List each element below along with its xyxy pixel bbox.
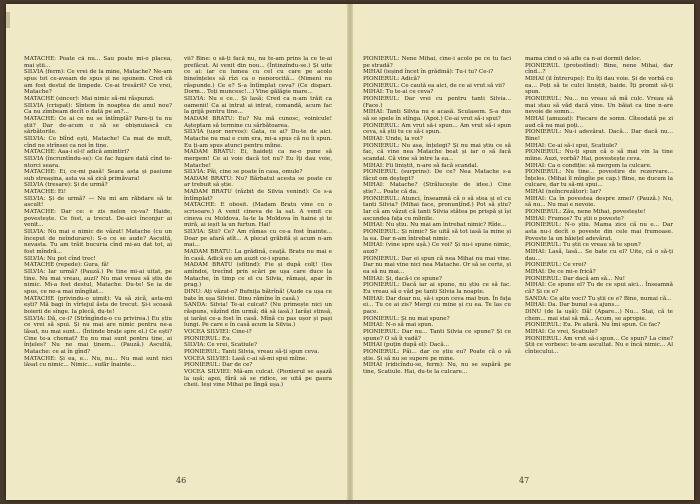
dialogue-paragraph: MIHAI (amuzat): Fiecare de somn. Cîteodată pe zi aud că nu mai poți... <box>525 115 673 129</box>
dialogue-paragraph: MADAM BRATU: Nu? Bărbatul acesta se poate ce ar trebuit să știe. <box>184 175 332 189</box>
column-1 <box>24 56 172 466</box>
column-4 <box>525 56 673 466</box>
dialogue-paragraph: SANDA: Silvia! Te-ai culcat? (Nu primește nici un răspuns, văzînd din urmă; dă să iasă.) Iarăși stinsă, și iarăși ce-a fost în casă. Mînă cu pas ușor și pași lungi. Pe care e în casă acum la Silvia.) <box>184 302 332 329</box>
dialogue-paragraph: MATACHE (privindu-o uimit): Va să zică, asta-mi ești? Mă bagi în vîrtejul ăsta de trecut. Și-i scoasă boierii de sînge. Ia plecă, du-te! <box>24 295 172 315</box>
dialogue-paragraph: SILVIA: Dă, ce-i? (Strîngîndu-o cu privirea.) Eu știu ce vrei să spui. Și nu mai are nimic pentru ne-a lăsat, nu mai sunt... (Întinde brațe spre el.) Ce ești? Cine te-a chemat? Eu nu mai sunt pentru tine, ai înțeles? Nu ne mai ținem... (Pauză.) Ascultă, Matache: ce ai în gînd? <box>24 315 172 355</box>
dialogue-paragraph: MATACHE: E obosit. (Madam Bratu vine cu o scrisoare.) A venit cineva de la sat. A venit cu cineva cu Moldova. Ia-te la Moldova în haine și te miră, ai ieșit la un furtun. Hai! <box>184 202 332 229</box>
dialogue-paragraph: PIONIERUL: Și nimic? Se uită să tot iasă la mine și la ea. Dar n-am întrebat nimic. <box>363 229 511 242</box>
dialogue-paragraph: MATACHE (sincer): Mai nimic să-mi răspunzi. <box>24 95 155 102</box>
dialogue-paragraph: PIONIERUL: Dacă iar ai spune, nu știu ce să fac. Eu vreau să o văd pe tanti Silvia la noapte. <box>363 282 511 295</box>
dialogue-paragraph: PIONIERUL: Păi... dar ce știu eu? Poate că o să știe. Și să nu se supere pe mine. <box>363 348 511 362</box>
dialogue-paragraph: MATACHE (repede): Gura, fă! <box>24 262 110 269</box>
dialogue-paragraph: PIONIERUL: Și nu mai spune? <box>363 315 450 322</box>
dialogue-paragraph: PIONIERUL: Am vrut să-i spun... Ce spun? La cine? Știi ce vorbesc: te-am ascultat. Nu e încă nimic... Al cîntecului... <box>525 335 673 355</box>
dialogue-paragraph: MIHAI: Unde, la voi? <box>363 135 423 142</box>
dialogue-paragraph: SILVIA (tresare): Și de urmă? <box>24 182 108 189</box>
dialogue-paragraph: MATACHE: Ei, ce-mi pasă! Seara asta și pasiune sub streașina, asta va să zică primăvara! <box>24 169 172 182</box>
dialogue-paragraph: PIONIERUL: Nu tine... povestire de rezervare... Înțeles. (Mihai îl mîngîie pe cap.) Bine, ne ducem la culcare, dar tu să-mi spui... <box>525 169 673 189</box>
dialogue-paragraph: MATACHE: Dar ce: e zis nelon ce-va? Haide, povestește. Ce fost, a trecut. De-aici înconjur ai venit... <box>24 209 172 229</box>
dialogue-paragraph: PIONIERUL: Dar ei spun că nea Mihai nu mai vine. Dar nu mai vine nici nea Matache. Or să se certe, și ea să nu mai... <box>363 255 511 275</box>
dialogue-paragraph: VOCEA SILVIEI: Mă-am culcat. (Pionierul se așază la ușă; apoi, fără să se ridice, se uită pe gaura cheii. Ieși vine Mihai pe lîngă ușa.) <box>184 368 332 389</box>
dialogue-paragraph: MIHAI: Ce spune el? Tu de ce spui aici... Înseamnă că? Și ce e? <box>525 282 673 295</box>
dialogue-paragraph: PIONIERUL: Nene Mihai, cîne-i acolo pe ce tu faci pe stradă? <box>363 56 511 69</box>
dialogue-paragraph: SILVIA: Ce vrei, Scatiule? <box>184 342 257 349</box>
dialogue-paragraph: MIHAI: De ce mi-e frică? <box>525 269 596 275</box>
left-page <box>6 4 349 500</box>
dialogue-paragraph: MIHAI (puțin după el): Dacă... <box>363 342 450 349</box>
page-number-right: 47 <box>519 476 530 485</box>
dialogue-paragraph: MIHAI: Și, dacă-i ce spune? <box>363 275 442 282</box>
dialogue-paragraph: SILVIA (încruntîndu-se): Ce fac fugare dată cînd te-ntorci seara. <box>24 155 172 169</box>
dialogue-paragraph: PIONIERUL: Dar nu... Tanti Silvia ce spune? Și ce spune? O să îi vadă? <box>363 328 511 342</box>
dialogue-paragraph: PIONIERUL: Atunci, înseamnă că o să stea și el cu tanti Silvia? (Mihai face, pronunțînd.) Pot să știu? Iar că am văzut că tanti Silvia stătea pe prispă și își ascundea fața cu mîinile. <box>363 195 511 222</box>
dialogue-paragraph: VOCEA SILVIEI: Cine-i? <box>184 328 252 335</box>
dialogue-paragraph: PIONIERUL: Nu... nu vreau să mă culc. Vreau să mai stau să văd dacă vine. Un băiat ca tine n-are nevoie de somn... <box>525 95 673 116</box>
dialogue-paragraph: PIONIERUL: Nu-i adevărat. Dacă... Dar dacă nu... Bine! <box>525 129 673 142</box>
dialogue-paragraph: SILVIA (crispat): Sîntem în noaptea de anul nou? Ca nu zîmbeam decît o dată pe an?... <box>24 102 172 116</box>
dialogue-paragraph: PIONIERUL: Tu știi ce vreau să te spun? <box>525 242 641 249</box>
dialogue-paragraph: MIHAI (ridicîndu-se, ferm): Nu, nu se supără pe tine, Scatiule. Hai, du-te la culcare... <box>363 362 511 375</box>
dialogue-paragraph: MATACHE: Ei! <box>24 189 66 196</box>
dialogue-paragraph: PIONIERUL: Nu-ți spun că o să mai vin la tine mîine. Auzi, vorbă? Hai, povestește ceva. <box>525 149 673 162</box>
dialogue-paragraph: MADAM BRATU: Ei, haideți ca ne-o pune să mergem! Ce ai voie dacă tot nu? Eu îți dau voie, Matache! <box>184 149 332 169</box>
dialogue-paragraph: PIONIERUL: Ce caută ea aici, de ce ai vrut să vii? <box>363 82 505 89</box>
dialogue-paragraph: PIONIERUL: Dar vrei cu pentru tanti Silvia... (Face.) <box>363 95 511 109</box>
dialogue-paragraph: MATACHE: Poate că nu... Sau poate mi-o placea, mai știi... <box>24 56 172 69</box>
dialogue-paragraph: MIHAI: (vine spre ușă.) Ce voi? Și nu-i spune nimic, auzi? <box>363 242 511 256</box>
dialogue-paragraph: MADAM BRATU: Eu? Nu mă cunosc, voinicule! Așteptam să termine cu sărbătoarea. <box>184 115 332 129</box>
dialogue-paragraph: SILVIA: Păi, cine se poate în casa, omule? <box>184 169 303 176</box>
dialogue-paragraph: MIHAI (ieșind încet în grădină): Tu-i tu? Ce-i? <box>363 69 494 76</box>
dialogue-paragraph: DINU: Ați văzut-o? Bufnița bătrînă! (Aude ca ușa ce bate în ușa Silviei. Dinu rămîne în casă.) <box>184 288 332 302</box>
dialogue-paragraph: MIHAI: Nu știu. Nu mai am întrebat nimic? Rîde... <box>363 222 507 229</box>
dialogue-paragraph: SILVIA (ușor nervos): Gata, ce ai? Du-te de aici. Matache nu mai e cum era, mi-a spus că nu îi spun. Eu ți-am spus atunci pentru mîine. <box>184 129 332 149</box>
dialogue-paragraph: MIHAI: N-o să mai spun. <box>363 322 434 329</box>
dialogue-paragraph: MIHAI: Ce vrei, Scatiule? <box>525 328 598 335</box>
dialogue-paragraph: PIONIERUL: Eu. <box>184 335 232 342</box>
dialogue-paragraph: MIHAI (il întrerupe): Eu îți dau voie. Și de vorbă cu ea... Poți să te culci liniștit, haide. Îți promit să-ți spun. <box>525 75 673 96</box>
dialogue-paragraph: PIONIERUL (protestînd): Bine, nene Mihai, dar cînd...? <box>525 62 673 76</box>
book-spread <box>6 4 694 500</box>
dialogue-paragraph: SILVIA: Ce blînd ești, Matache! Ca mai de mult, cînd ne strînsei ca noi în tine. <box>24 135 172 149</box>
dialogue-paragraph: MIHAI: Tanti Silvia nu e acasă. Sculasem. S-a dus să se spele în stînga. (Apoi.) Ce-ai vrut să-i spui? <box>363 109 511 122</box>
dialogue-paragraph: PIONIERUL: N-o știu. Mama zice că nu e... Dar asta nu-i decît o poveste din cele mai frumoase. Poveste la un băiețel adevărat. <box>525 222 673 242</box>
dialogue-paragraph: PIONIERUL: Dar de ce? <box>184 362 253 369</box>
dialogue-paragraph: SILVIA (ferm): Ce vrei de la mine, Matache? Ne-am spus tot ce-aveam de spus și ne spunem. Cred că am fost destul de limpede. Ce-ai tresărit? Ce vrei, Matache? <box>24 69 172 96</box>
dialogue-paragraph: MIHAI: Matache? (Strălucește de idee.) Cine știe?... Poate că da. <box>363 182 511 196</box>
page-number-left: 46 <box>176 476 187 485</box>
dialogue-paragraph: MIHAI: Ca o condiție: să mergem la culcare. <box>525 162 652 169</box>
dialogue-paragraph: SILVIA: Nu e ce... Și lasă; Cred ca n-am trăit ca oamenii! Ca ai intrat ai intrat, comandă, acum fac la grijă pentru tine... <box>184 95 332 116</box>
dialogue-paragraph: mama cînd o să afle ca n-ai dormit deloc. <box>525 56 642 62</box>
dialogue-paragraph: MIHAI: Da. Dar bunul s-a ajuns... <box>525 302 620 309</box>
dialogue-paragraph: MIHAI: Dar doar nu, să-i spun ceva mai bun. În fața ei... Tu ce ai zis? Mergi cu mine și cu ea. Te las cu pace. <box>363 295 511 315</box>
dialogue-paragraph: PIONIERUL: Nu asa, înțelegi? Și nu mai știu ce să fac, că vine nea Matache beat și iar o să facă scandal. Că vine să intre la ea... <box>363 142 511 162</box>
dialogue-paragraph: SILVIA: Și de urmă? — Nu mi am răbdare să te ascult! <box>24 195 172 209</box>
dialogue-paragraph: MIHAI: Tu te-ai ce ceva? <box>363 89 434 96</box>
dialogue-paragraph: PIONIERUL: Ce vrei? <box>525 262 587 269</box>
dialogue-paragraph: PIONIERUL: Dar dacă am să... Nu! <box>525 275 625 282</box>
dialogue-paragraph: MATACHE: Aaa-i el-i! adică amintiri? <box>24 149 130 156</box>
dialogue-paragraph: MIHAI: Lasă, lasă... Se bate cu el? Uite, că o să-ți dau... <box>525 249 673 262</box>
dialogue-paragraph: MADAM BRATU (răzbit de Silvia venind): Ce s-a întîmplat? <box>184 189 332 202</box>
column-3 <box>363 56 511 466</box>
dialogue-paragraph: MATACHE: Și ea, e... Nu, nu... Nu mai sunt nici lăsat cu nimic... Nimic... sufăr înainte... <box>24 355 172 369</box>
dialogue-paragraph: SILVIA: Nu mai e nimic de văzut! Matache (cu un început de neîndurare): S-o ce se aude? Ascultă, nevasta. Tu am trăit bucuria cînd mi-au dat tot, ai fost mîndră... <box>24 229 172 256</box>
dialogue-paragraph: PIONIERUL: Adică? <box>363 75 420 82</box>
dialogue-paragraph: MIHAI: Ce-ai să-i spui, Scatiule? <box>525 142 618 149</box>
dialogue-paragraph: PIONIERUL: Eu. Pe afară. Nu îmi spun. Ce fac? <box>525 322 661 329</box>
dialogue-paragraph: SANDA: Ce alte voci? Tu știi ce e? Bine, numai că... <box>525 295 672 302</box>
dialogue-paragraph: SILVIA: Știi? Ce? Am rămas cu ce-a fost înainte... Doar pe afară atît... A plecat grăbită și acum n-am mai... <box>184 229 332 249</box>
dialogue-paragraph: PIONIERUL: Tanti Silvia, vreau să-ți spun ceva. <box>184 348 320 355</box>
dialogue-paragraph: PIONIERUL (surprins): De ce? Nea Matache s-a făcut om deștept? <box>363 169 511 182</box>
dialogue-paragraph: VOCEA SILVIEI: Lasă c-ai să-mi spui mîine. <box>184 355 308 362</box>
dialogue-paragraph: MATACHE: Ce ai ce nu se întîmplă? Pare-ți tu nu știi? Dar de-acum o să se obișnuiască cu sărbătorile. <box>24 115 172 136</box>
dialogue-paragraph: MIHAI (neîncrezător): Iar? <box>525 189 602 196</box>
dialogue-paragraph: PIONIERUL: Zău, nene Mihai, povestește! <box>525 209 646 216</box>
column-2 <box>184 56 332 466</box>
dialogue-paragraph: MIHAI: Fii liniștit, n-are să facă scandal. <box>363 162 479 169</box>
page-edge-tab <box>6 12 10 28</box>
dialogue-paragraph: DINU (de la ușă): Dă! (Apare...) Nu... Stai, că te chem... mai stai să mă... Acum, se apropie. <box>525 308 673 322</box>
dialogue-paragraph: vii? Bine: o să-ți facă nu, nu te-am prins la ce te-ai prefăcut. Ai venit din nou... (Întinzîndu-se.) Și uite ce ai: iar cu lumea cu cel cu care pe acolo bineînțeles să rîzi ca o nenorocită... (Nimeni nu răspunde.) Ce e? S-a întîmplat ceva? (Ce dispari. Dorm... Toți muncesc!...) Vine gălăgie mare... <box>184 56 332 96</box>
dialogue-paragraph: MIHAI: Frumos? Tu știi o poveste? <box>525 215 624 222</box>
dialogue-paragraph: PIONIERUL: Am vrut să-i spun... Am vrut să-i spun ceva, să știi tu ce să-i spun. <box>363 122 511 136</box>
dialogue-paragraph: MIHAI: Ca în povestea despre zmei? (Pauză.) Nu, să nu... Nu mai e nevoie. <box>525 195 673 209</box>
dialogue-paragraph: MADAM BRATU: La grădină, ceață. Bratu nu mai e în casă. Adică eu am auzit ce-i spune. <box>184 249 332 262</box>
dialogue-paragraph: SILVIA: Nu pot cînd trec! <box>24 255 96 262</box>
dialogue-paragraph: MADAM BRATU (sfîtind): Fie și după colț! (Ies amîndoi, trecînd prin scări pe ușa care duce la Matache, în timp ce el cu Silvia, rămași, apar în prag.) <box>184 262 332 289</box>
dialogue-paragraph: SILVIA: Iar urmă? (Pauză.) Pe tine mi-ai uitat, pe tine. Nu mai vreau, auzi? Nu mai vreau să știu de nimic. Mi-a fost destul, Matache. Du-te! Se ia de spus, ce ne-a mai mîngîiat... <box>24 269 172 295</box>
right-page <box>351 4 694 500</box>
